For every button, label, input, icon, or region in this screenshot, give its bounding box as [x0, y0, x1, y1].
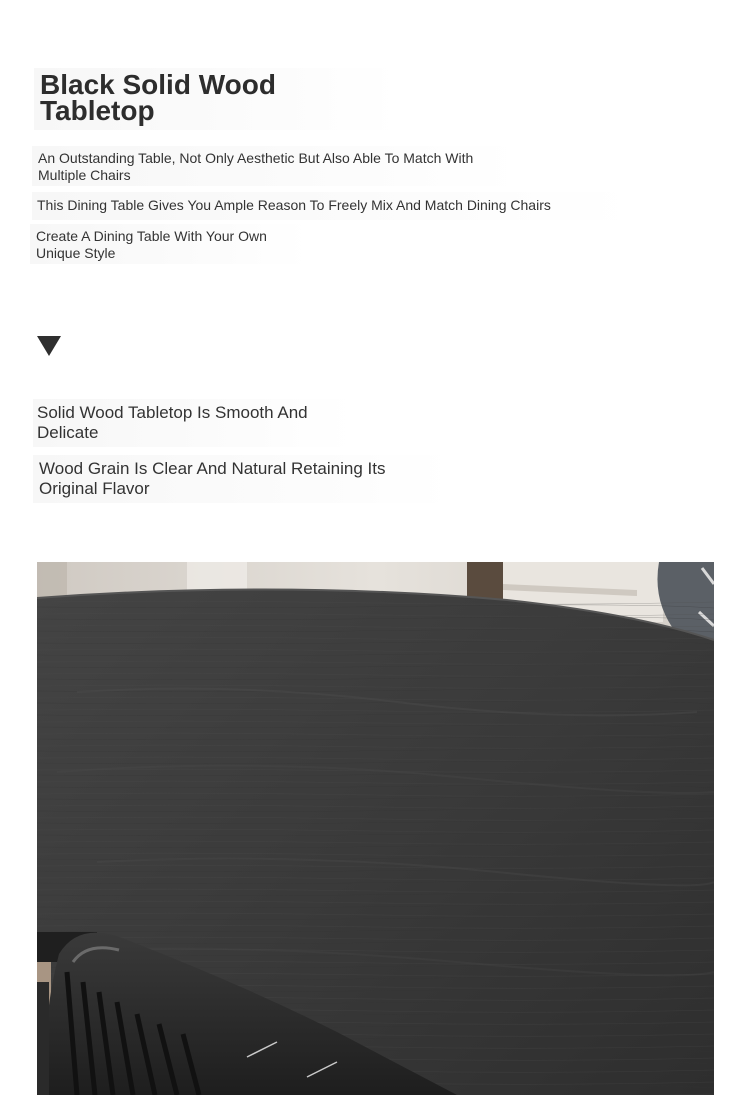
title-block	[34, 68, 400, 130]
product-photo	[37, 562, 714, 1095]
feature-text: Solid Wood Tabletop Is Smooth And Delicate	[37, 403, 308, 442]
description-block-3	[30, 224, 310, 264]
tabletop-illustration	[37, 562, 714, 1095]
triangle-down-icon	[37, 336, 61, 356]
feature-block-2	[33, 455, 453, 503]
description-text: An Outstanding Table, Not Only Aesthetic But Also Able To Match With Multiple Chairs	[38, 150, 474, 183]
description-block-2	[32, 192, 636, 220]
description-text: Create A Dining Table With Your Own Unique Style	[36, 228, 267, 261]
description-block-1	[32, 146, 522, 186]
page-title: Black Solid Wood Tabletop	[40, 69, 276, 126]
feature-text: Wood Grain Is Clear And Natural Retaining Its Original Flavor	[39, 459, 386, 498]
description-text: This Dining Table Gives You Ample Reason To Freely Mix And Match Dining Chairs	[37, 197, 551, 213]
feature-block-1	[33, 399, 355, 447]
